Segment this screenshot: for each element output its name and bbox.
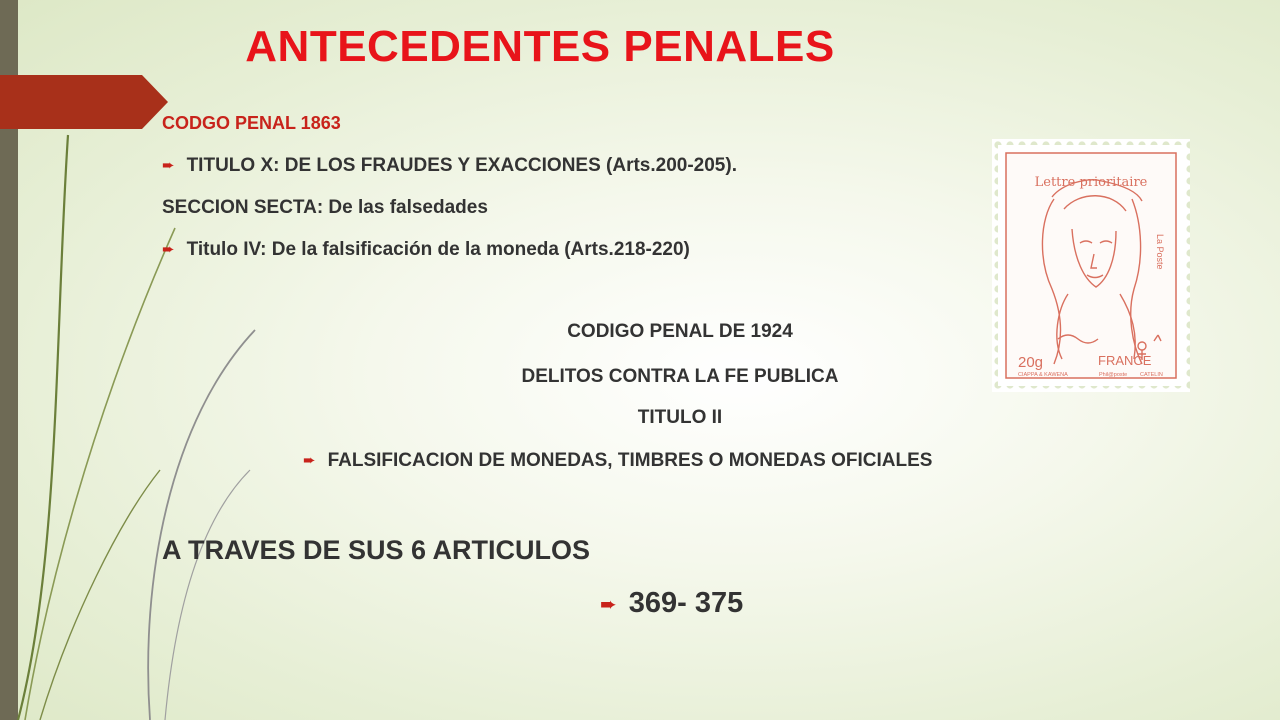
section2-line-2: DELITOS CONTRA LA FE PUBLICA — [521, 366, 839, 387]
section1-item-2 — [162, 239, 690, 261]
section3-heading: A TRAVES DE SUS 6 ARTICULOS — [162, 535, 591, 565]
stamp-top-text: Lettre prioritaire — [1034, 175, 1148, 190]
stamp-country: FRANCE — [1098, 353, 1152, 368]
section2-line-1: CODIGO PENAL DE 1924 — [567, 321, 793, 342]
arrow-bullet-icon: ➨ — [303, 452, 316, 469]
postage-stamp-image — [992, 139, 1190, 392]
arrow-bullet-icon: ➨ — [162, 241, 175, 258]
section2-item — [303, 450, 932, 472]
section1-item-1-text: TITULO X: DE LOS FRAUDES Y EXACCIONES (Arts.200-205). — [186, 155, 737, 176]
section3-item — [600, 587, 743, 620]
section1-heading: CODGO PENAL 1863 — [162, 113, 341, 133]
arrow-bullet-icon: ➨ — [162, 157, 175, 174]
section2-item-text: FALSIFICACION DE MONEDAS, TIMBRES O MONEDAS OFICIALES — [327, 450, 933, 471]
slide-title: ANTECEDENTES PENALES — [245, 22, 835, 71]
stamp-credit-left: CIAPPA & KAWENA — [1018, 372, 1068, 378]
section1-item-2-text: Titulo IV: De la falsificación de la moneda (Arts.218-220) — [186, 239, 690, 260]
section2-line-3: TITULO II — [637, 407, 723, 428]
stamp-side-text: La Poste — [1155, 234, 1165, 270]
section3-item-text: 369- 375 — [628, 587, 744, 619]
stamp-value: 20g — [1018, 354, 1044, 371]
stamp-credit-right: CATELIN — [1140, 372, 1163, 378]
arrow-bullet-icon: ➨ — [600, 594, 617, 616]
section1-item-1 — [162, 155, 737, 177]
stamp-credit-mid: Phil@poste — [1099, 372, 1128, 378]
section1-subheading: SECCION SECTA: De las falsedades — [162, 197, 488, 218]
accent-tab — [0, 75, 168, 129]
